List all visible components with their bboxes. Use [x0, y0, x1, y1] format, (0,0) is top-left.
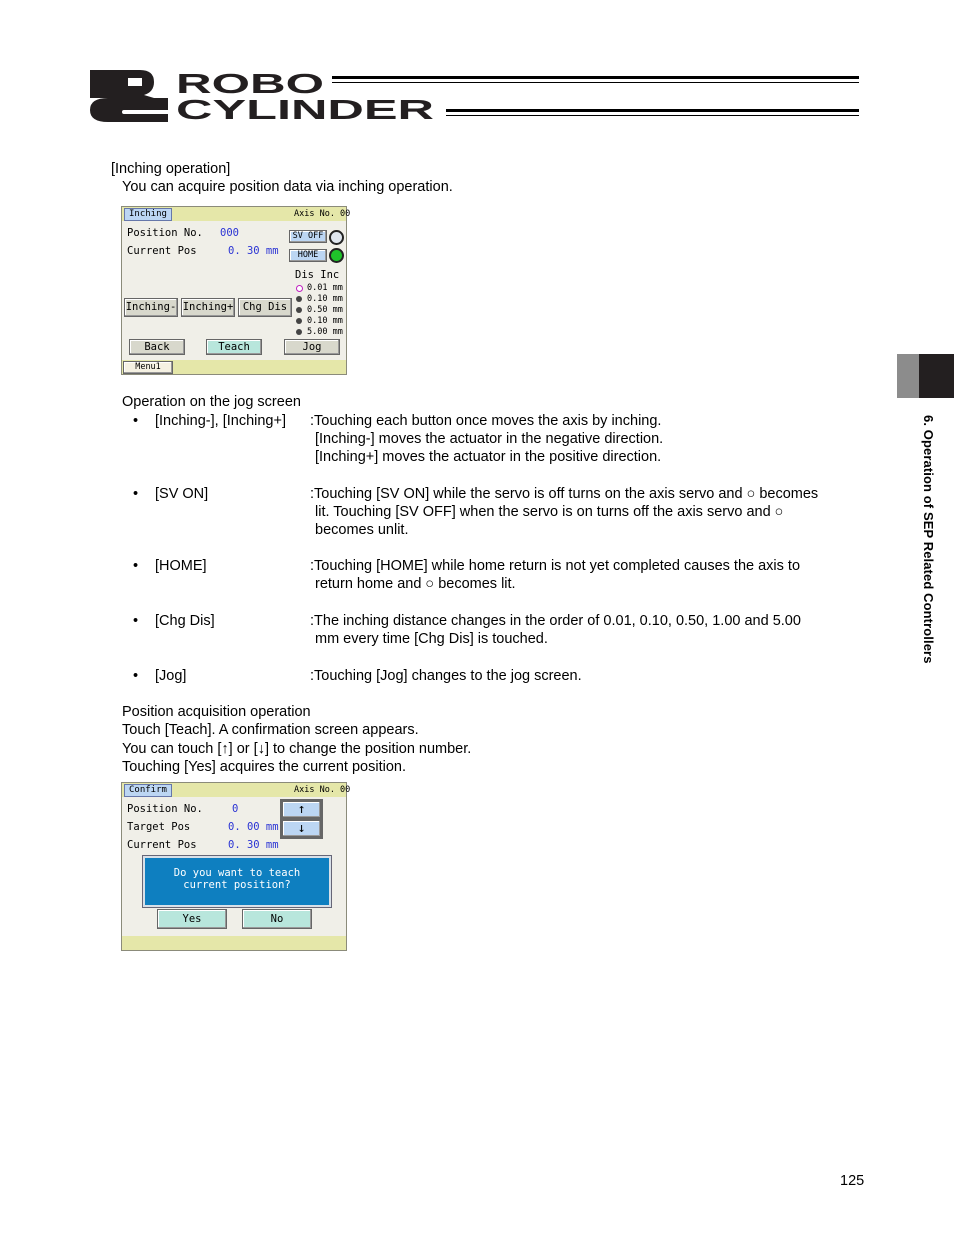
- side-tab-black: [919, 354, 954, 398]
- menu1-button[interactable]: Menu1: [123, 361, 173, 374]
- dialog-text: Do you want to teach: [173, 867, 301, 879]
- radio-icon: [296, 307, 302, 313]
- dis-option[interactable]: 0.50 mm: [307, 305, 343, 315]
- current-pos-label: Current Pos: [127, 839, 197, 851]
- up-arrow-button[interactable]: ↑: [282, 801, 321, 818]
- section-intro: You can acquire position data via inching operation.: [122, 179, 453, 195]
- axis-label: Axis No. 00: [294, 209, 351, 219]
- home-button[interactable]: HOME: [289, 249, 327, 262]
- list-item-key: [Inching-], [Inching+]: [155, 413, 286, 429]
- list-item-text: becomes unlit.: [315, 522, 409, 538]
- bullet-icon: •: [133, 668, 139, 684]
- list-item-key: [HOME]: [155, 558, 207, 574]
- jog-button[interactable]: Jog: [284, 339, 340, 355]
- list-item-text: :Touching [SV ON] while the servo is off turns on the axis servo and ○ becomes: [310, 486, 819, 502]
- acquisition-title: Position acquisition operation: [122, 704, 311, 720]
- page-number: 125: [840, 1173, 865, 1189]
- jog-ops-title: Operation on the jog screen: [122, 394, 301, 410]
- position-no-value: 000: [220, 227, 239, 239]
- radio-icon: [296, 296, 302, 302]
- no-button[interactable]: No: [242, 909, 312, 929]
- list-item-text: :Touching [HOME] while home return is not yet completed causes the axis to: [310, 558, 801, 574]
- list-item-key: [SV ON]: [155, 486, 209, 502]
- side-tab-gray: [897, 354, 919, 398]
- radio-icon: [296, 318, 302, 324]
- chg-dis-button[interactable]: Chg Dis: [238, 298, 292, 317]
- servo-lamp-icon: [329, 230, 344, 245]
- dis-option[interactable]: 5.00 mm: [307, 327, 343, 337]
- bullet-icon: •: [133, 613, 139, 629]
- teach-button[interactable]: Teach: [206, 339, 262, 355]
- position-no-label: Position No.: [127, 227, 203, 239]
- dis-inc-label: Dis Inc: [295, 269, 340, 281]
- acquisition-text: Touch [Teach]. A confirmation screen appears.: [122, 722, 419, 738]
- current-pos-label: Current Pos: [127, 245, 197, 257]
- home-lamp-icon: [329, 248, 344, 263]
- radio-selected-icon: [296, 285, 303, 292]
- position-no-value: 0: [232, 803, 239, 815]
- dis-option[interactable]: 0.01 mm: [307, 283, 343, 293]
- position-no-label: Position No.: [127, 803, 203, 815]
- dis-option[interactable]: 0.10 mm: [307, 294, 343, 304]
- bullet-icon: •: [133, 486, 139, 502]
- screen-bottom-bar: [122, 936, 346, 950]
- side-tab-label: 6. Operation of SEP Related Controllers: [921, 415, 936, 664]
- list-item-text: [Inching+] moves the actuator in the positive direction.: [315, 449, 662, 465]
- list-item-text: return home and ○ becomes lit.: [315, 576, 516, 592]
- confirm-screen: [121, 782, 351, 951]
- list-item-key: [Chg Dis]: [155, 613, 215, 629]
- list-item-text: :The inching distance changes in the order of 0.01, 0.10, 0.50, 1.00 and 5.00: [310, 613, 801, 629]
- list-item-text: lit. Touching [SV OFF] when the servo is on turns off the axis servo and ○: [315, 504, 784, 520]
- inching-minus-button[interactable]: Inching-: [124, 298, 178, 317]
- axis-label: Axis No. 00: [294, 785, 351, 795]
- list-item-text: mm every time [Chg Dis] is touched.: [315, 631, 548, 647]
- inching-plus-button[interactable]: Inching+: [181, 298, 235, 317]
- radio-icon: [296, 329, 302, 335]
- yes-button[interactable]: Yes: [157, 909, 227, 929]
- current-pos-value: 0. 30 mm: [228, 245, 279, 257]
- target-pos-label: Target Pos: [127, 821, 191, 833]
- dis-option[interactable]: 0.10 mm: [307, 316, 343, 326]
- back-button[interactable]: Back: [129, 339, 185, 355]
- bullet-icon: •: [133, 558, 139, 574]
- bullet-icon: •: [133, 413, 139, 429]
- current-pos-value: 0. 30 mm: [228, 839, 279, 851]
- dialog-text: current position?: [183, 879, 291, 891]
- svg-text:ROBO: ROBO: [176, 68, 324, 99]
- list-item-key: [Jog]: [155, 668, 187, 684]
- acquisition-text: Touching [Yes] acquires the current position.: [122, 759, 406, 775]
- confirm-dialog: [143, 856, 331, 907]
- sv-button[interactable]: SV OFF: [289, 230, 327, 243]
- list-item-text: [Inching-] moves the actuator in the negative direction.: [315, 431, 664, 447]
- acquisition-text: You can touch [↑] or [↓] to change the position number.: [122, 741, 472, 757]
- screen-tab[interactable]: Confirm: [124, 784, 172, 797]
- svg-text:CYLINDER: CYLINDER: [176, 94, 434, 124]
- target-pos-value: 0. 00 mm: [228, 821, 279, 833]
- section-title: [Inching operation]: [111, 161, 231, 177]
- down-arrow-button[interactable]: ↓: [282, 820, 321, 837]
- screen-tab[interactable]: Inching: [124, 208, 172, 221]
- inching-screen: [121, 206, 351, 375]
- list-item-text: :Touching each button once moves the axis by inching.: [310, 413, 662, 429]
- list-item-text: :Touching [Jog] changes to the jog screen.: [310, 668, 582, 684]
